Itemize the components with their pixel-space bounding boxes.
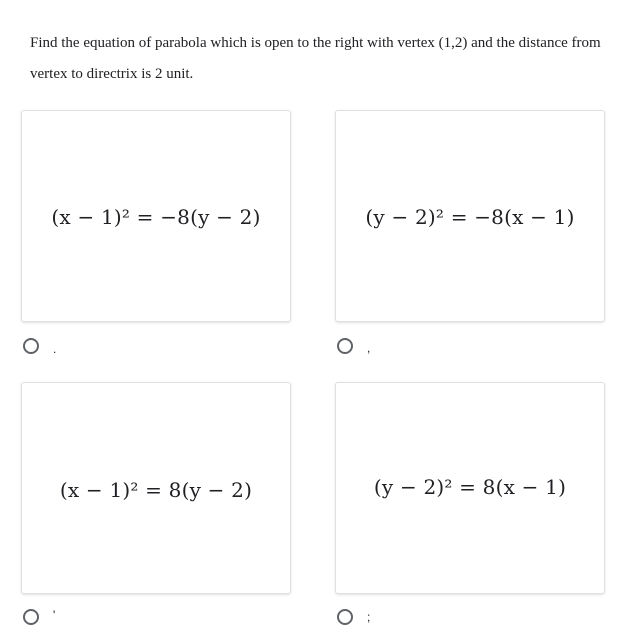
option-equation-3: (x − 1)² = 8(y − 2)	[59, 478, 253, 502]
option-equation-1: (x − 1)² = −8(y − 2)	[51, 205, 261, 229]
option-label-4: ;	[367, 610, 371, 624]
option-equation-4: (y − 2)² = 8(x − 1)	[373, 475, 567, 499]
question-text: Find the equation of parabola which is open to the right with vertex (1,2) and the distance from vertex to directrix is 2 unit.	[30, 35, 601, 82]
option-radio-3[interactable]	[23, 609, 39, 625]
option-radio-2[interactable]	[337, 338, 353, 354]
option-radio-1[interactable]	[23, 338, 39, 354]
option-card-3	[22, 383, 290, 593]
option-label-1: .	[53, 342, 57, 356]
option-equation-2: (y − 2)² = −8(x − 1)	[365, 205, 575, 229]
option-label-2: ,	[367, 341, 371, 355]
option-card-2	[336, 111, 604, 321]
option-card-4	[336, 383, 604, 593]
option-radio-4[interactable]	[337, 609, 353, 625]
option-card-1	[22, 111, 290, 321]
option-label-3: '	[53, 608, 56, 622]
